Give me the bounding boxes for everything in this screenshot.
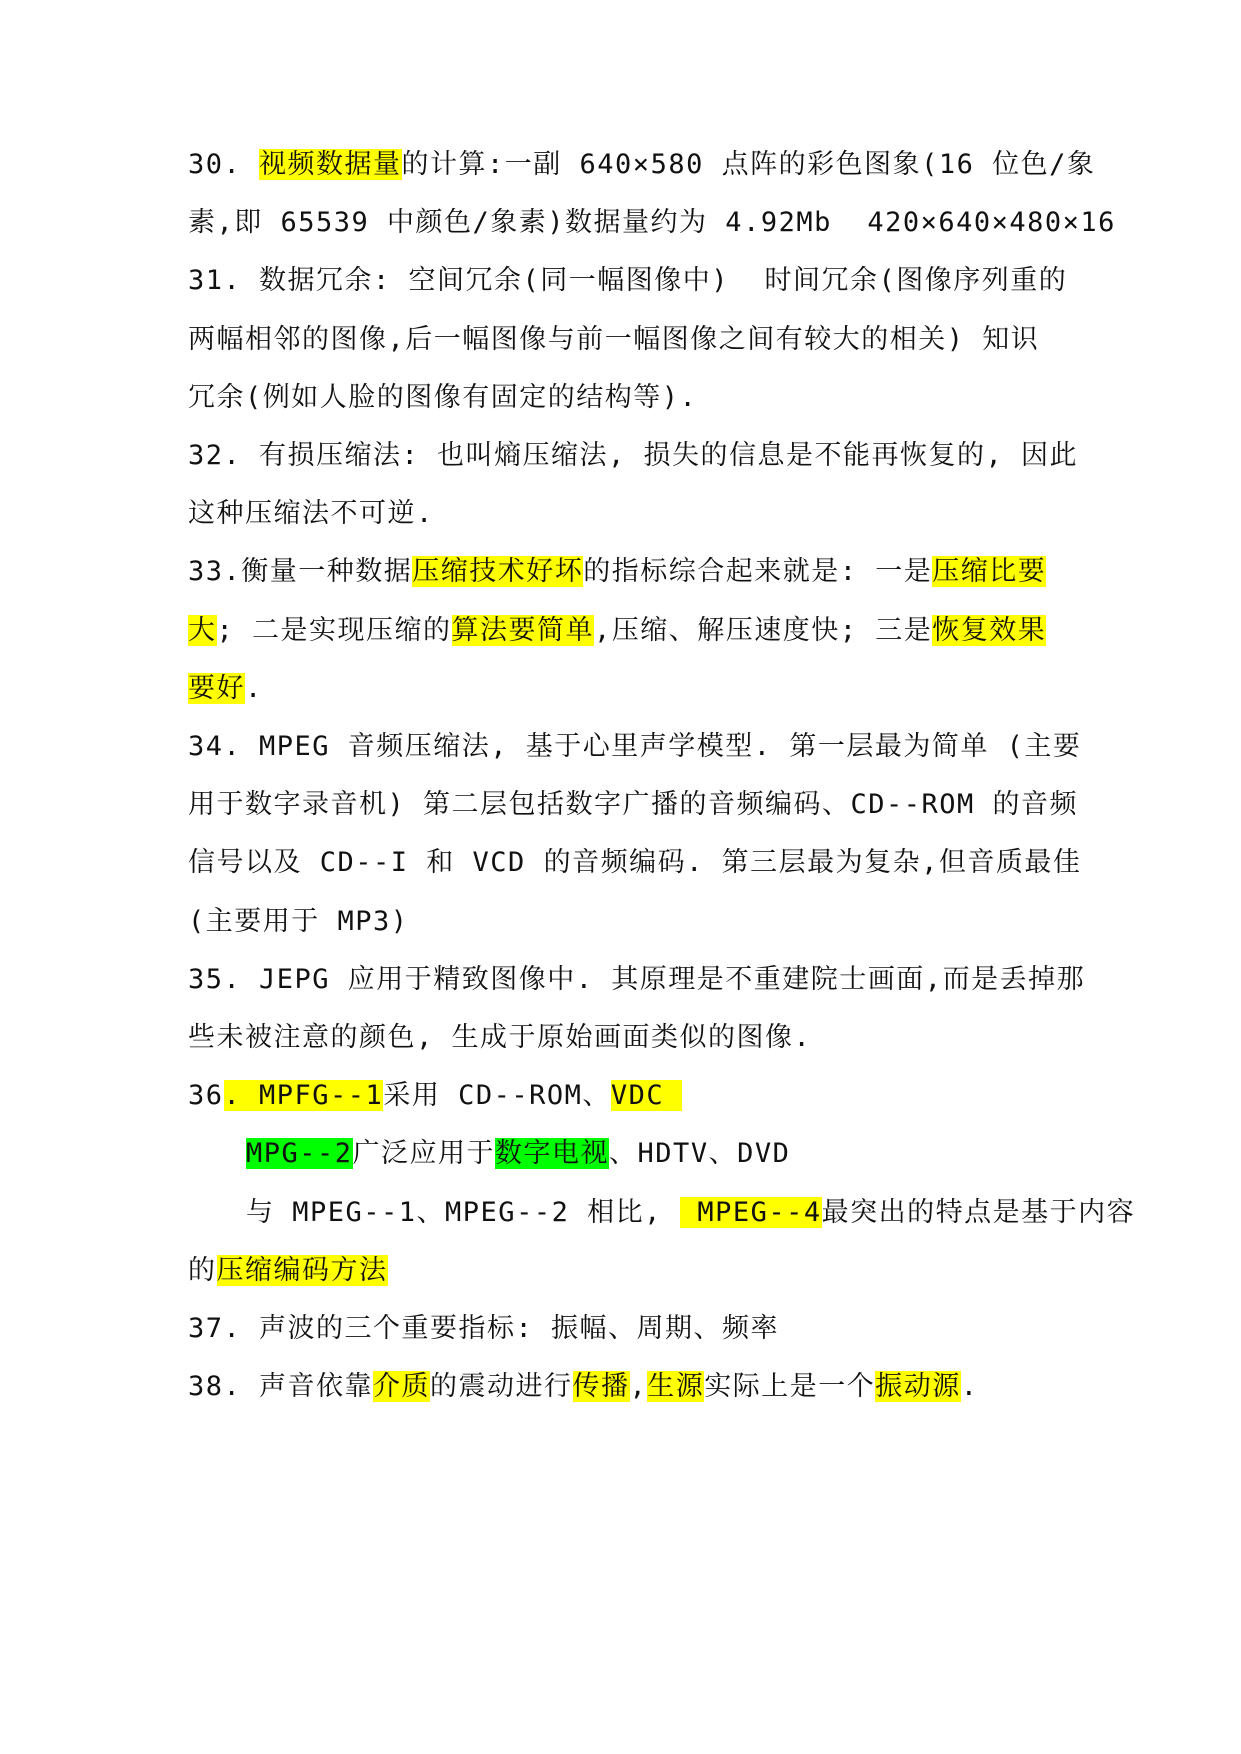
text-line — [188, 1016, 811, 1060]
highlighted-text: VDC — [610, 1080, 682, 1112]
text-segment: 的指标综合起来就是: 一是 — [583, 556, 933, 588]
text-segment: 用于数字录音机) 第二层包括数字广播的音频编码、CD--ROM 的音频 — [188, 789, 1079, 821]
text-line — [188, 1074, 682, 1118]
highlighted-text: 振动源 — [875, 1371, 961, 1403]
text-segment: 广泛应用于 — [352, 1138, 496, 1170]
highlighted-text: 介质 — [373, 1371, 431, 1403]
highlighted-text: 生源 — [647, 1371, 705, 1403]
text-line — [188, 783, 1078, 827]
text-segment: 冗余(例如人脸的图像有固定的结构等). — [188, 381, 698, 413]
text-line — [188, 725, 1081, 769]
text-line — [188, 609, 1046, 653]
highlighted-text: 压缩编码方法 — [216, 1254, 388, 1286]
highlighted-text: 视频数据量 — [259, 149, 402, 180]
text-segment: (主要用于 MP3) — [188, 905, 409, 937]
text-segment: 31. 数据冗余: 空间冗余(同一幅图像中) 时间冗余(图像序列重的 — [188, 265, 1068, 297]
text-segment: 35. JEPG 应用于精致图像中. 其原理是不重建院士画面,而是丢掉那 — [188, 963, 1086, 995]
highlighted-text: 算法要简单 — [451, 614, 595, 646]
text-segment: 、HDTV、DVD — [609, 1138, 791, 1170]
text-segment: 些未被注意的颜色, 生成于原始画面类似的图像. — [188, 1022, 812, 1053]
text-segment: 37. 声波的三个重要指标: 振幅、周期、频率 — [188, 1313, 780, 1344]
text-segment: 与 MPEG--1、MPEG--2 相比, — [246, 1196, 680, 1228]
text-segment: 的计算:一副 640×580 点阵的彩色图象(16 位色/象 — [401, 149, 1096, 180]
text-line — [188, 900, 409, 944]
text-segment: 实际上是一个 — [704, 1371, 876, 1403]
text-segment: 的震动进行 — [430, 1371, 573, 1403]
highlighted-text-green: 数字电视 — [495, 1138, 610, 1170]
text-segment: 最突出的特点是基于内容 — [821, 1196, 1136, 1228]
text-segment: , — [629, 1371, 648, 1403]
text-segment: 这种压缩法不可逆. — [188, 498, 434, 530]
text-segment: 36 — [188, 1080, 224, 1112]
highlighted-text: . MPFG--1 — [223, 1080, 384, 1112]
text-segment: 34. MPEG 音频压缩法, 基于心里声学模型. 第一层最为简单 (主要 — [188, 731, 1082, 762]
text-segment: 信号以及 CD--I 和 VCD 的音频编码. 第三层最为复杂,但音质最佳 — [188, 847, 1082, 879]
text-line — [188, 841, 1081, 885]
text-segment: ,压缩、解压速度快; 三是 — [594, 614, 933, 646]
text-line — [188, 1365, 979, 1409]
highlighted-text: 传播 — [572, 1371, 630, 1403]
text-line — [188, 492, 434, 536]
text-line — [188, 434, 1078, 478]
highlighted-text: MPEG--4 — [679, 1196, 822, 1228]
text-line — [188, 259, 1067, 303]
text-line — [188, 550, 1046, 594]
text-line — [246, 1132, 790, 1176]
text-segment: . — [245, 672, 263, 704]
text-line — [188, 376, 697, 420]
text-line — [188, 201, 1116, 245]
highlighted-text-green: MPG--2 — [246, 1138, 353, 1170]
text-segment: 38. 声音依靠 — [188, 1371, 374, 1403]
highlighted-text: 要好 — [188, 672, 245, 704]
text-line — [188, 667, 263, 711]
highlighted-text: 压缩比要 — [932, 556, 1047, 588]
text-segment: 两幅相邻的图像,后一幅图像与前一幅图像之间有较大的相关) 知识 — [188, 323, 1040, 355]
text-line — [188, 958, 1085, 1002]
highlighted-text: 恢复效果 — [932, 614, 1047, 646]
text-segment: ; 二是实现压缩的 — [216, 614, 452, 646]
highlighted-text: 大 — [188, 614, 217, 646]
text-segment: 32. 有损压缩法: 也叫熵压缩法, 损失的信息是不能再恢复的, 因此 — [188, 440, 1079, 471]
text-line — [246, 1191, 1135, 1235]
text-segment: . — [960, 1371, 979, 1403]
text-line — [188, 1249, 388, 1293]
text-segment: 30. — [188, 149, 260, 180]
highlighted-text: 压缩技术好坏 — [412, 556, 584, 588]
text-segment: 采用 CD--ROM、 — [383, 1080, 611, 1112]
text-line — [188, 1307, 779, 1351]
text-line — [188, 143, 1095, 187]
text-segment: 的 — [188, 1254, 217, 1286]
text-line — [188, 318, 1039, 362]
text-segment: 素,即 65539 中颜色/象素)数据量约为 4.92Mb 420×640×480×16 — [188, 207, 1116, 239]
text-segment: 33.衡量一种数据 — [188, 556, 413, 588]
